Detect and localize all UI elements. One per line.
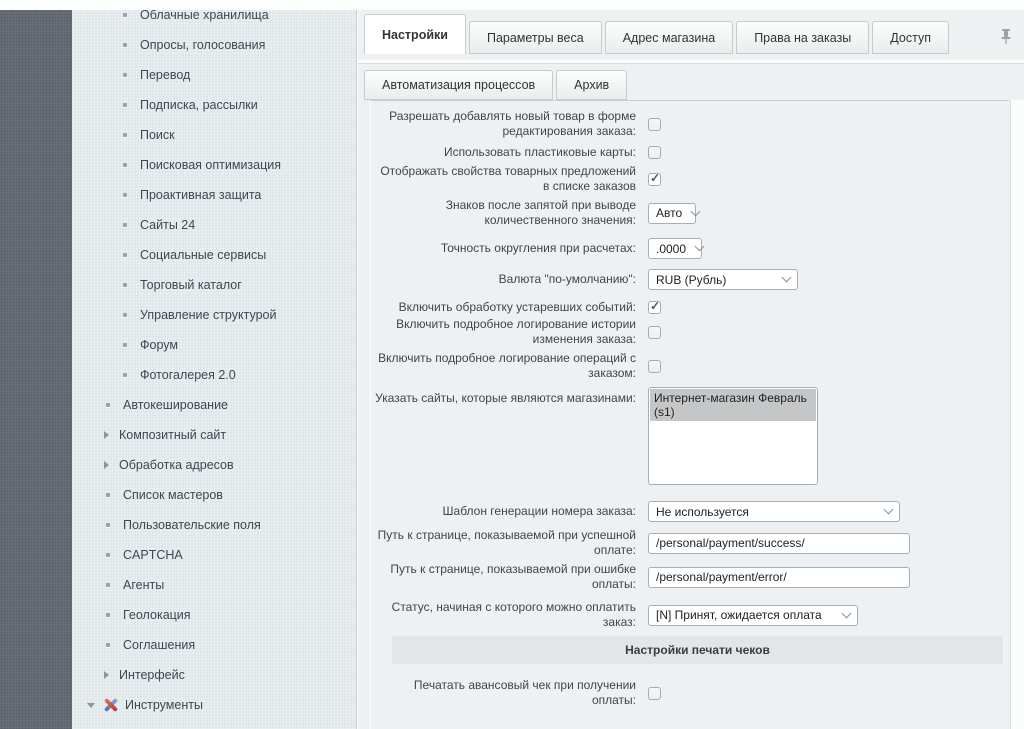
form-row xyxy=(371,387,1009,485)
sidebar-item-label: Агенты xyxy=(123,578,165,592)
chevron-down-icon xyxy=(87,703,95,708)
sidebar-item-label: CAPTCHA xyxy=(123,548,183,562)
chevron-down-icon xyxy=(695,242,705,252)
main-area xyxy=(358,10,1024,729)
chevron-down-icon xyxy=(782,273,792,283)
field-label: Отображать свойства товарных предложений в списке заказов xyxy=(380,164,636,193)
rounding-precision-select[interactable] xyxy=(648,238,702,259)
field-label: Знаков после запятой при выводе количественного значения: xyxy=(445,198,636,227)
sidebar-item-6[interactable] xyxy=(72,180,356,210)
tabs-row-2 xyxy=(364,70,630,100)
sidebar-item-label: Форум xyxy=(140,338,178,352)
plastic-cards-checkbox[interactable] xyxy=(648,146,661,159)
bullet-icon xyxy=(123,253,127,257)
sidebar-item-21[interactable] xyxy=(72,630,356,660)
sidebar-item-label: Поиск xyxy=(140,128,175,142)
sidebar-item-17[interactable] xyxy=(72,510,356,540)
bullet-icon xyxy=(123,13,127,17)
tab-separator xyxy=(358,60,1024,64)
bullet-icon xyxy=(106,613,110,617)
bullet-icon xyxy=(106,523,110,527)
tools-icon xyxy=(103,697,119,713)
advance-receipt-checkbox[interactable] xyxy=(648,687,661,700)
form-row xyxy=(371,501,1009,522)
field-label: Шаблон генерации номера заказа: xyxy=(442,504,636,518)
form-row xyxy=(371,528,1009,558)
sidebar-item-label: Торговый каталог xyxy=(140,278,242,292)
field-label: Печатать авансовый чек при получении оплаты: xyxy=(413,678,636,707)
bullet-icon xyxy=(123,193,127,197)
sidebar-item-10[interactable] xyxy=(72,300,356,330)
sidebar-item-23[interactable] xyxy=(72,690,356,720)
bullet-icon xyxy=(123,73,127,77)
sidebar-item-label: Соглашения xyxy=(123,638,196,652)
bullet-icon xyxy=(106,583,110,587)
field-label: Валюта "по-умолчанию": xyxy=(498,272,636,286)
bullet-icon xyxy=(123,43,127,47)
sidebar-item-4[interactable] xyxy=(72,120,356,150)
form-row xyxy=(371,145,1009,160)
section-heading-receipts: Настройки печати чеков xyxy=(392,636,1003,664)
form-row xyxy=(371,600,1009,630)
show-offer-props-checkbox[interactable] xyxy=(648,173,661,186)
sidebar-item-label: Композитный сайт xyxy=(119,428,227,442)
sidebar-menu xyxy=(72,10,357,729)
sidebar-item-label: Управление структурой xyxy=(140,308,277,322)
sidebar-item-label: Поисковая оптимизация xyxy=(140,158,282,172)
bullet-icon xyxy=(106,403,110,407)
sidebar-item-label: Интерфейс xyxy=(119,668,185,682)
sidebar-item-label: Геолокация xyxy=(123,608,191,622)
payment-error-path-input[interactable] xyxy=(648,567,910,588)
sidebar-item-0[interactable] xyxy=(72,10,356,30)
sidebar-item-18[interactable] xyxy=(72,540,356,570)
chevron-right-icon xyxy=(104,461,109,469)
pin-icon[interactable] xyxy=(1000,28,1012,44)
order-operations-log-checkbox[interactable] xyxy=(648,360,661,373)
bullet-icon xyxy=(123,223,127,227)
tab-4[interactable]: Доступ xyxy=(872,21,949,54)
select-value: RUB (Рубль) xyxy=(656,272,727,287)
sidebar-item-19[interactable] xyxy=(72,570,356,600)
sidebar-item-label: Облачные хранилища xyxy=(140,10,269,22)
bullet-icon xyxy=(106,553,110,557)
form-row xyxy=(371,269,1009,290)
tab-3[interactable]: Права на заказы xyxy=(736,21,869,54)
form-row xyxy=(371,300,1009,315)
chevron-right-icon xyxy=(104,671,109,679)
sidebar-item-15[interactable] xyxy=(72,450,356,480)
sidebar-item-2[interactable] xyxy=(72,60,356,90)
bullet-icon xyxy=(106,493,110,497)
bullet-icon xyxy=(123,103,127,107)
order-number-template-select[interactable] xyxy=(648,501,900,522)
form-row xyxy=(371,562,1009,592)
sidebar-item-label: Автокеширование xyxy=(123,398,229,412)
sidebar-item-8[interactable] xyxy=(72,240,356,270)
form-row xyxy=(371,198,1009,228)
left-rail xyxy=(0,10,72,729)
form-row xyxy=(371,351,1009,381)
form-row xyxy=(371,109,1009,139)
field-label: Включить подробное логирование истории изменения заказа: xyxy=(396,317,636,346)
top-strip xyxy=(0,0,1024,10)
payable-status-select[interactable] xyxy=(648,605,858,626)
select-value: Не используется xyxy=(656,504,749,519)
legacy-events-checkbox[interactable] xyxy=(648,301,661,314)
sidebar-item-20[interactable] xyxy=(72,600,356,630)
select-value: .0000 xyxy=(656,241,687,256)
sidebar-item-label: Перевод xyxy=(140,68,191,82)
field-label: Использовать пластиковые карты: xyxy=(443,145,636,159)
shop-sites-listbox[interactable] xyxy=(648,387,818,485)
order-history-log-checkbox[interactable] xyxy=(648,326,661,339)
right-strip xyxy=(1010,100,1024,729)
decimal-places-select[interactable] xyxy=(648,203,696,224)
allow-add-product-checkbox[interactable] xyxy=(648,118,661,131)
chevron-right-icon xyxy=(104,431,109,439)
bullet-icon xyxy=(123,343,127,347)
tab-0[interactable]: Настройки xyxy=(364,14,466,54)
sidebar-item-label: Обработка адресов xyxy=(119,458,234,472)
sidebar-item-5[interactable] xyxy=(72,150,356,180)
settings-form xyxy=(370,100,1009,729)
listbox-option[interactable]: Интернет-магазин Февраль (s1) xyxy=(650,389,816,421)
tabs-row-1 xyxy=(364,14,952,54)
sidebar-item-label: Пользовательские поля xyxy=(123,518,261,532)
sidebar-item-16[interactable] xyxy=(72,480,356,510)
sidebar-item-label: Сайты 24 xyxy=(140,218,196,232)
sidebar-item-label: Подписка, рассылки xyxy=(140,98,258,112)
payment-success-path-input[interactable] xyxy=(648,533,910,554)
field-label: Точность округления при расчетах: xyxy=(440,241,636,255)
bullet-icon xyxy=(123,283,127,287)
field-label: Статус, начиная с которого можно оплатить заказ: xyxy=(391,600,636,629)
sidebar-item-label: Опросы, голосования xyxy=(140,38,266,52)
field-label: Включить подробное логирование операций с заказом: xyxy=(378,351,636,380)
sidebar-item-label: Инструменты xyxy=(125,698,203,712)
sidebar-item-11[interactable] xyxy=(72,330,356,360)
sidebar-item-1[interactable] xyxy=(72,30,356,60)
field-label: Путь к странице, показываемой при успешной оплате: xyxy=(377,528,636,557)
tab-1[interactable]: Параметры веса xyxy=(469,21,602,54)
sidebar-item-label: Социальные сервисы xyxy=(140,248,267,262)
tab-2[interactable]: Адрес магазина xyxy=(605,21,733,54)
form-row xyxy=(371,317,1009,347)
bullet-icon xyxy=(123,133,127,137)
tab-zone xyxy=(358,10,1024,100)
field-label: Включить обработку устаревших событий: xyxy=(398,300,636,314)
chevron-down-icon xyxy=(842,608,852,618)
sidebar-item-14[interactable] xyxy=(72,420,356,450)
field-label: Указать сайты, которые являются магазинами: xyxy=(375,391,636,405)
sidebar-item-label: Список мастеров xyxy=(123,488,223,502)
sidebar-item-12[interactable] xyxy=(72,360,356,390)
form-row xyxy=(371,678,1009,708)
form-row xyxy=(371,238,1009,259)
subtab-1[interactable]: Архив xyxy=(556,70,627,100)
select-value: Авто xyxy=(656,206,683,220)
bullet-icon xyxy=(106,643,110,647)
bullet-icon xyxy=(123,313,127,317)
select-value: [N] Принят, ожидается оплата xyxy=(656,608,822,622)
sidebar-item-13[interactable] xyxy=(72,390,356,420)
field-label: Разрешать добавлять новый товар в форме редактирования заказа: xyxy=(389,109,636,138)
bullet-icon xyxy=(123,163,127,167)
sidebar-item-label: Проактивная защита xyxy=(140,188,262,202)
chevron-down-icon xyxy=(884,505,894,515)
chevron-down-icon xyxy=(691,206,701,216)
sidebar-item-9[interactable] xyxy=(72,270,356,300)
sidebar-item-22[interactable] xyxy=(72,660,356,690)
default-currency-select[interactable] xyxy=(648,269,798,290)
subtab-0[interactable]: Автоматизация процессов xyxy=(364,70,553,100)
form-row xyxy=(371,164,1009,194)
field-label: Путь к странице, показываемой при ошибке оплаты: xyxy=(390,562,636,591)
sidebar-item-label: Фотогалерея 2.0 xyxy=(140,368,236,382)
sidebar-item-3[interactable] xyxy=(72,90,356,120)
sidebar-item-7[interactable] xyxy=(72,210,356,240)
bullet-icon xyxy=(123,373,127,377)
